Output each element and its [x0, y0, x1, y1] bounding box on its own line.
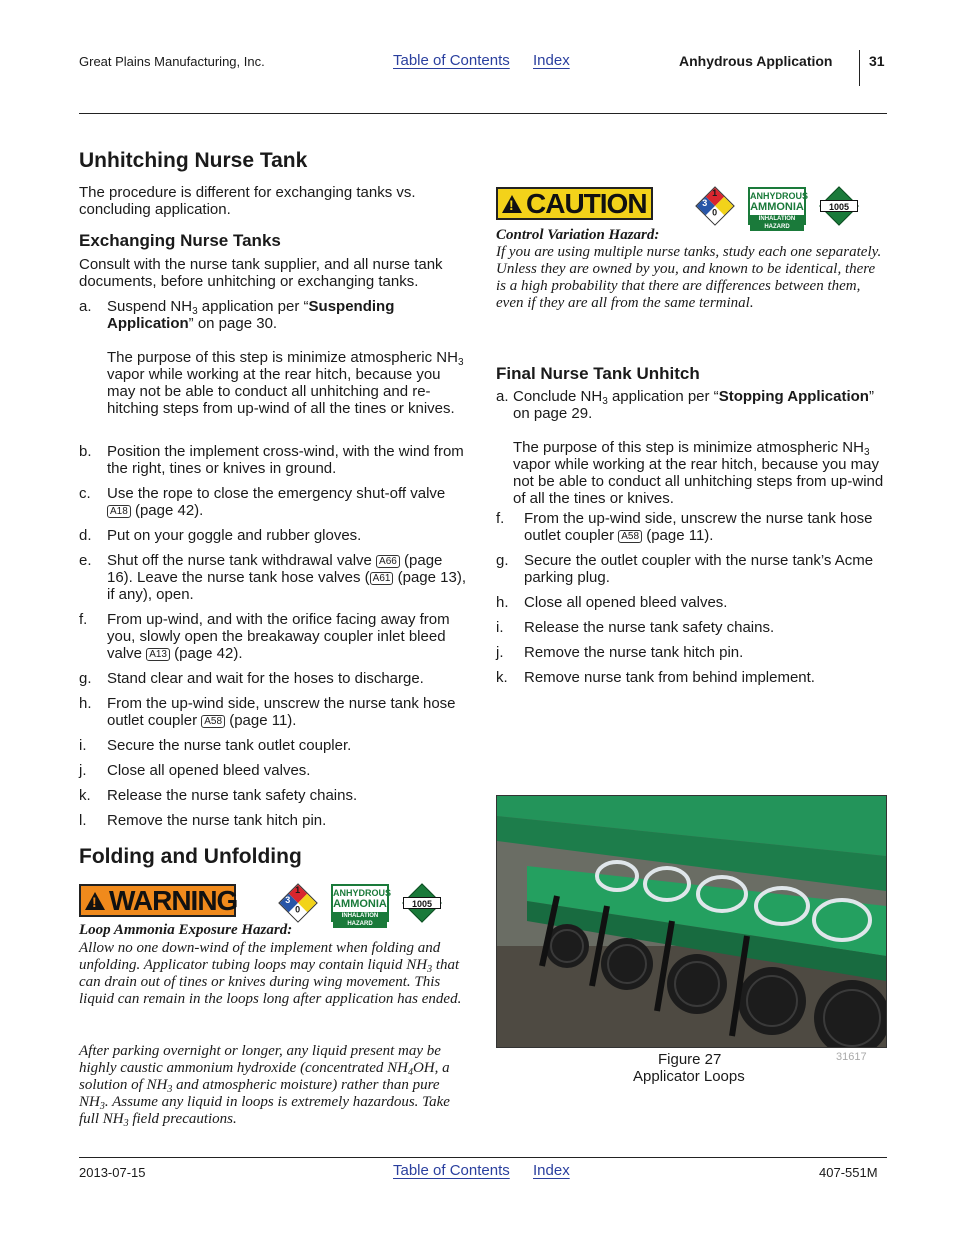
company-name: Great Plains Manufacturing, Inc. [79, 54, 265, 69]
nfpa-diamond-icon: 1 3 0 [278, 883, 318, 923]
header-index-link[interactable]: Index [533, 52, 570, 69]
warning-sign: ! WARNING [79, 884, 236, 917]
ref-a58: A58 [201, 715, 225, 728]
header-toc-link[interactable]: Table of Contents [393, 52, 510, 69]
warning-triangle-icon [85, 892, 105, 910]
footer-rule [79, 1157, 887, 1158]
loop-hazard-text-2: After parking overnight or longer, any liquid present may be highly caustic ammonium hydroxide (concentrated $NH_4OH$, a solution of $NH_3$ and atmospheric moisture) rather than pure $NH_3$. Assume any liquid in loops is extremely hazardous. Take full $NH_3$ field precautions. [79, 1043, 450, 1129]
page-number: 31 [869, 53, 885, 69]
control-hazard-title: Control Variation Hazard: [496, 227, 660, 243]
unhitching-title: Unhitching Nurse Tank [79, 149, 308, 172]
loop-hazard-text-1: Allow no one down-wind of the implement when folding and unfolding. Applicator tubing loops may contain liquid $NH_3$ that can drain out of tines or knives during wing movement. This liquid can remain in the loops long after application has ended. [79, 940, 462, 1007]
figure-caption: Applicator Loops [633, 1068, 745, 1085]
ref-a13: A13 [146, 648, 170, 661]
figure-number: Figure 27 [658, 1051, 722, 1068]
un-1005-placard-icon: 1005 [402, 883, 442, 923]
anhydrous-ammonia-placard: ANHYDROUS AMMONIA INHALATION HAZARD [748, 187, 806, 225]
caution-sign: ! CAUTION [496, 187, 653, 220]
header-rule [79, 113, 887, 114]
footer-date: 2013-07-15 [79, 1165, 146, 1180]
nfpa-diamond-icon: 1 3 0 [695, 186, 735, 226]
control-hazard-text: If you are using multiple nurse tanks, study each one separately. Unless they are owned by you, and known to be identical, there is a high probability that there are differences between them, even if they are all from the same terminal. [496, 244, 882, 311]
intro-text: The procedure is different for exchanging tanks vs. concluding application. [79, 184, 416, 218]
ref-a66: A66 [376, 555, 400, 568]
header-divider [859, 50, 860, 86]
anhydrous-ammonia-placard: ANHYDROUS AMMONIA INHALATION HAZARD [331, 884, 389, 922]
exchange-intro: Consult with the nurse tank supplier, and all nurse tank documents, before unhitching or exchanging tanks. [79, 256, 443, 290]
figure-id: 31617 [836, 1051, 867, 1063]
section-title: Anhydrous Application [679, 53, 833, 69]
ref-a58: A58 [618, 530, 642, 543]
loop-hazard-title: Loop Ammonia Exposure Hazard: [79, 922, 293, 938]
ref-a61: A61 [370, 572, 394, 585]
footer-doc-number: 407-551M [819, 1165, 878, 1180]
folding-title: Folding and Unfolding [79, 845, 302, 868]
un-1005-placard-icon: 1005 [819, 186, 859, 226]
final-unhitch-title: Final Nurse Tank Unhitch [496, 364, 700, 383]
footer-index-link[interactable]: Index [533, 1162, 570, 1179]
footer-toc-link[interactable]: Table of Contents [393, 1162, 510, 1179]
exchanging-title: Exchanging Nurse Tanks [79, 231, 281, 250]
caution-triangle-icon [502, 195, 522, 213]
ref-a18: A18 [107, 505, 131, 518]
applicator-loops-photo [496, 795, 887, 1048]
